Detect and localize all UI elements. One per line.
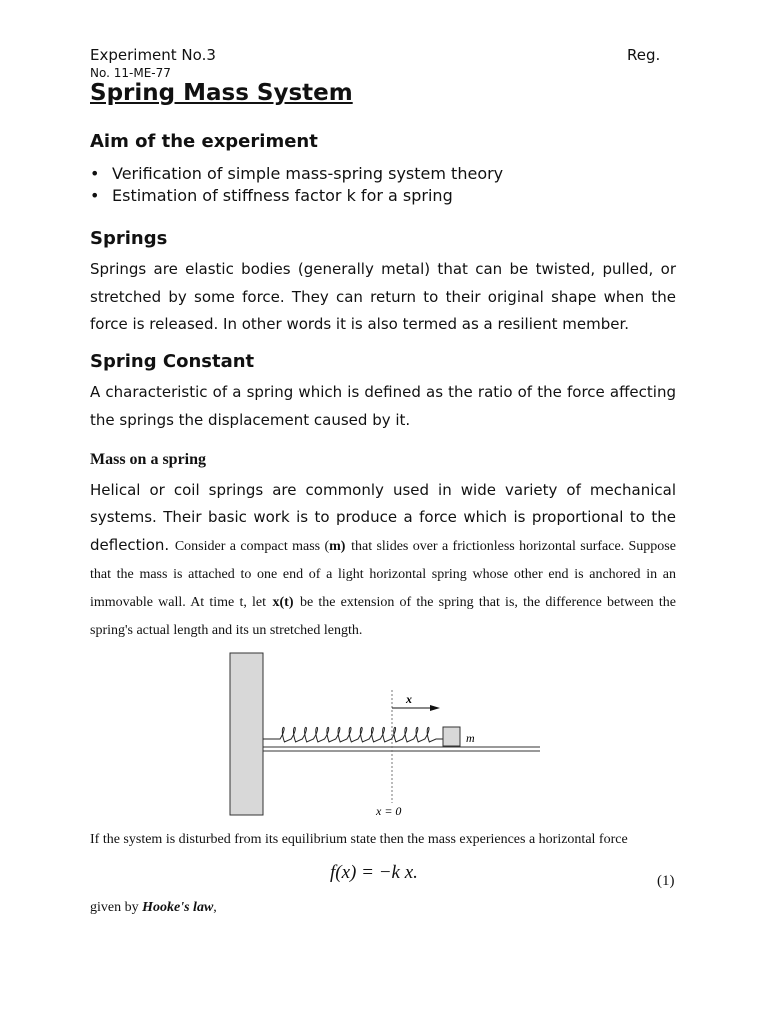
page-title: Spring Mass System bbox=[90, 80, 353, 106]
mass-text-serif-3: be the extension of the spring that is, the difference between the spring's actual length and its un stretched length. bbox=[90, 595, 676, 639]
hookes-law-formula: f(x) = −k x. bbox=[330, 862, 418, 883]
given-by-comma: , bbox=[213, 900, 217, 915]
experiment-number: Experiment No.3 bbox=[90, 46, 216, 64]
mass-symbol: m) bbox=[329, 538, 346, 554]
aim-item: • Estimation of stiffness factor k for a spring bbox=[90, 185, 503, 207]
m-label: m bbox=[466, 731, 475, 745]
wall bbox=[230, 653, 263, 815]
spring-mass-diagram bbox=[220, 645, 550, 825]
mass-text-serif-1: Consider a compact mass ( bbox=[174, 538, 330, 554]
mass-block bbox=[443, 727, 460, 746]
origin-label: x = 0 bbox=[376, 804, 402, 818]
mass-on-spring-paragraph bbox=[90, 477, 676, 645]
given-by-line bbox=[90, 900, 217, 916]
aim-item: • Verification of simple mass-spring system theory bbox=[90, 163, 503, 185]
x-label: x bbox=[406, 692, 412, 706]
given-by-text: given by bbox=[90, 900, 143, 915]
aim-list bbox=[90, 163, 503, 207]
reg-number: No. 11-ME-77 bbox=[90, 66, 171, 80]
springs-heading: Springs bbox=[90, 228, 168, 249]
equation-number: (1) bbox=[657, 873, 675, 889]
equation-intro: If the system is disturbed from its equilibrium state then the mass experiences a horizontal force bbox=[90, 832, 628, 847]
extension-symbol: x(t) bbox=[272, 595, 294, 611]
hookes-law-label: Hooke's law bbox=[142, 900, 214, 915]
spring-constant-paragraph: A characteristic of a spring which is defined as the ratio of the force affecting the springs the displacement caused by it. bbox=[90, 383, 676, 429]
aim-heading: Aim of the experiment bbox=[90, 131, 318, 152]
mass-text-serif-2: that slides over a frictionless horizontal surface. Suppose that the mass is attached to one end of a light horizontal spring whose other end is anchored in an immovable wall. At time t, let bbox=[90, 538, 676, 611]
mass-on-spring-heading: Mass on a spring bbox=[90, 451, 207, 468]
arrow-head bbox=[430, 705, 440, 711]
mass-text-sans: Helical or coil springs are commonly used in wide variety of mechanical systems. Their basic work is to produce a force which is proportional to the deflection. bbox=[90, 481, 676, 554]
springs-paragraph: Springs are elastic bodies (generally metal) that can be twisted, pulled, or stretched by some force. They can return to their original shape when the force is released. In other words it is also termed as a resilient member. bbox=[90, 260, 676, 333]
spring-coil bbox=[263, 727, 443, 742]
spring-constant-heading: Spring Constant bbox=[90, 351, 255, 372]
reg-label: Reg. bbox=[627, 46, 661, 64]
